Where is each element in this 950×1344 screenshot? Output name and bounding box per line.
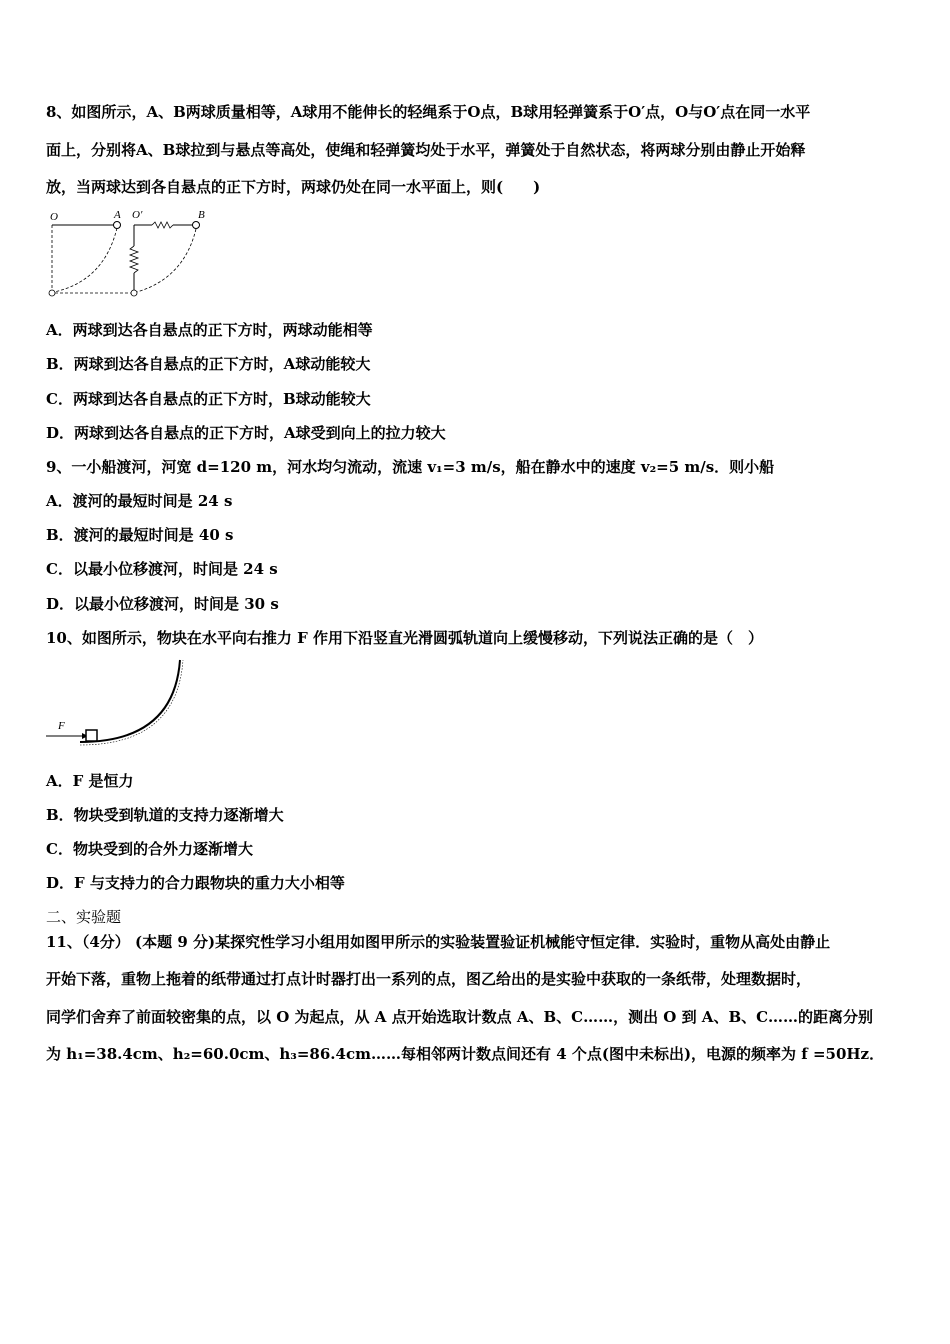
q10-option-c: C．物块受到的合外力逐渐增大 — [46, 840, 253, 858]
q9-option-c: C．以最小位移渡河，时间是 24 s — [46, 560, 278, 578]
ball-A — [114, 222, 121, 229]
q8-stem-line-3: 放，当两球达到各自悬点的正下方时，两球仍处在同一水平面上，则( ) — [46, 178, 541, 196]
label-B: B — [198, 209, 205, 221]
q8-stem-line-1: 8、如图所示，A、B两球质量相等，A球用不能伸长的轻绳系于O点，B球用轻弹簧系于O′点，O与O′点在同一水平 — [46, 103, 811, 121]
q11-stem-line-1: 11、（4分） (本题 9 分)某探究性学习小组用如图甲所示的实验装置验证机械能守恒定律．实验时，重物从高处由静止 — [46, 933, 831, 951]
q10-figure — [44, 656, 194, 748]
q9-stem: 9、一小船渡河，河宽 d=120 m，河水均匀流动，流速 v₁=3 m/s，船在静水中的速度 v₂=5 m/s．则小船 — [46, 458, 775, 476]
q8-figure — [44, 206, 214, 302]
q8-option-c: C．两球到达各自悬点的正下方时，B球动能较大 — [46, 390, 371, 408]
arc-A — [54, 228, 117, 292]
q10-option-a: A．F 是恒力 — [46, 772, 134, 790]
spring-horizontal — [152, 222, 173, 228]
q8-option-b: B．两球到达各自悬点的正下方时，A球动能较大 — [46, 355, 371, 373]
q10-stem: 10、如图所示，物块在水平向右推力 F 作用下沿竖直光滑圆弧轨道向上缓慢移动，下列说法正确的是（ ） — [46, 629, 763, 647]
ball-B — [193, 222, 200, 229]
q8-stem-line-2: 面上，分别将A、B球拉到与悬点等高处，使绳和轻弹簧均处于水平，弹簧处于自然状态，将两球分别由静止开始释 — [46, 141, 806, 159]
q10-option-b: B．物块受到轨道的支持力逐渐增大 — [46, 806, 284, 824]
q11-stem-line-2: 开始下落，重物上拖着的纸带通过打点计时器打出一系列的点，图乙给出的是实验中获取的一条纸带，处理数据时， — [46, 970, 812, 988]
label-F: F — [58, 720, 65, 732]
q9-option-b: B．渡河的最短时间是 40 s — [46, 526, 234, 544]
label-A: A — [114, 209, 121, 221]
q11-stem-line-4: 为 h₁=38.4cm、h₂=60.0cm、h₃=86.4cm……每相邻两计数点间还有 4 个点(图中未标出)，电源的频率为 f =50Hz． — [46, 1045, 885, 1063]
ball-B-bottom — [131, 290, 137, 296]
q9-option-d: D．以最小位移渡河，时间是 30 s — [46, 595, 279, 613]
q11-stem-line-3: 同学们舍弃了前面较密集的点，以 O 为起点，从 A 点开始选取计数点 A、B、C……，测出 O 到 A、B、C……的距离分别 — [46, 1008, 874, 1026]
q8-option-d: D．两球到达各自悬点的正下方时，A球受到向上的拉力较大 — [46, 424, 446, 442]
q10-option-d: D．F 与支持力的合力跟物块的重力大小相等 — [46, 874, 345, 892]
ball-A-bottom — [49, 290, 55, 296]
section-heading: 二、实验题 — [46, 908, 122, 926]
label-O: O — [50, 211, 58, 223]
block — [86, 730, 97, 741]
q9-option-a: A．渡河的最短时间是 24 s — [46, 492, 233, 510]
q8-option-a: A．两球到达各自悬点的正下方时，两球动能相等 — [46, 321, 373, 339]
arc-B — [137, 229, 196, 292]
spring-vertical — [130, 246, 138, 273]
label-O-prime: O′ — [132, 209, 143, 221]
